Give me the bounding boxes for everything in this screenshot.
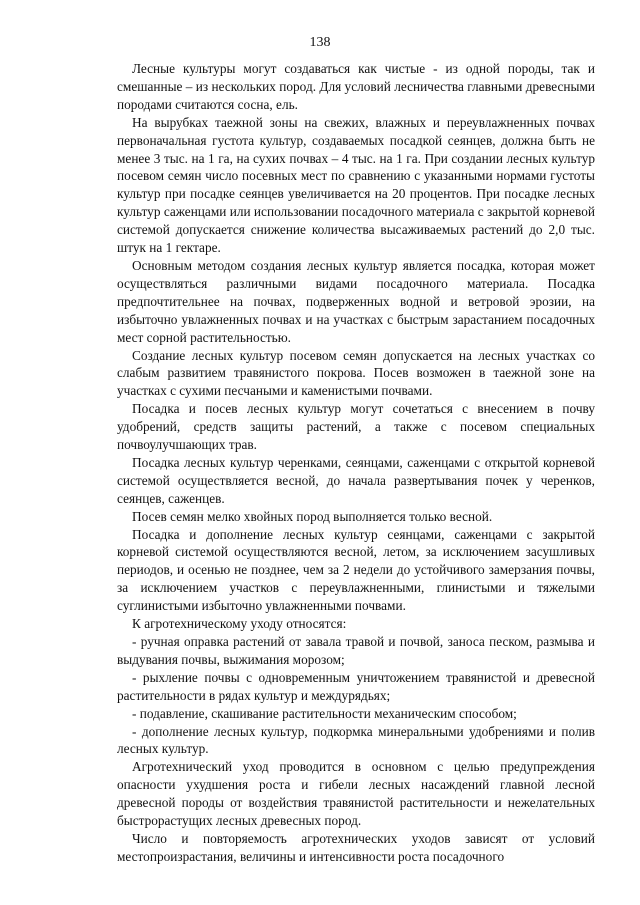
paragraph-sowing: Создание лесных культур посевом семян допускается на лесных участках со слабым развитием травянистого покрова. Посев возможен в таежной зоне на участках с сухими песчаными и каменистыми почвами. [117,347,595,399]
paragraph-planting-method: Основным методом создания лесных культур является посадка, которая может осуществляться различными видами посадочного материала. Посадка предпочтительнее на почвах, подверженных водной и ветровой эрозии, на избыточно увлажненных почвах и на участках с быстрым зарастанием посадочных мест сорной растительностью. [117,257,595,345]
paragraph-fertilizers: Посадка и посев лесных культур могут сочетаться с внесением в почву удобрений, средств защиты растений, а также с посевом специальных почвоулучшающих трав. [117,401,595,453]
paragraph-species: Лесные культуры могут создаваться как чистые - из одной породы, так и смешанные – из нескольких пород. Для условий лесничества главными древесными породами считаются сосна, ель. [117,61,595,112]
paragraph-care-frequency: Число и повторяемость агротехнических уходов зависят от условий местопроизрастания, величины и интенсивности роста посадочного [117,830,595,864]
page-body [117,60,595,866]
paragraph-conifer-seeds: Посев семян мелко хвойных пород выполняется только весной. [132,508,493,524]
paragraph-care-purpose: Агротехнический уход проводится в основном с целью предупреждения опасности ухудшения роста и гибели лесных насаждений главной лесной древесной породы от воздействия травянистой растительности и нежелательных быстрорастущих лесных древесных пород. [117,759,595,829]
list-item: - подавление, скашивание растительности механическим способом; [132,705,517,721]
paragraph-care-intro: К агротехническому уходу относятся: [132,616,347,632]
paragraph-open-roots: Посадка лесных культур черенками, сеянцами, саженцами с открытой корневой системой осуществляется весной, до начала развертывания почек у черенков, сеянцев, саженцев. [117,454,595,506]
list-item: - рыхление почвы с одновременным уничтожением травянистой и древесной растительности в рядах культур и междурядьях; [117,669,595,703]
list-item: - дополнение лесных культур, подкормка минеральными удобрениями и полив лесных культур. [117,723,595,757]
paragraph-closed-roots: Посадка и дополнение лесных культур сеянцами, саженцами с закрытой корневой системой осуществляются весной, летом, за исключением засушливых периодов, и осенью не позднее, чем за 2 недели до устойчивого замерзания почвы, за исключением участков с переувлажненными, глинистыми и тяжелыми суглинистыми избыточно увлажненными почвами. [117,526,595,614]
paragraph-planting-density: На вырубках таежной зоны на свежих, влажных и переувлажненных почвах первоначальная густота культур, создаваемых посадкой сеянцев, должна быть не менее 3 тыс. на 1 га, на сухих почвах – 4 тыс. на 1 га. При создании лесных культур посевом семян число посевных мест по сравнению с указанными нормами густоты культур при посадке сеянцев увеличивается на 20 процентов. При посадке лесных культур саженцами или использовании посадочного материала с закрытой корневой системой допускается снижение количества высаживаемых растений до 2,0 тыс. штук на 1 гектаре. [117,114,595,256]
list-item: - ручная оправка растений от завала травой и почвой, заноса песком, размыва и выдувания почвы, выжимания морозом; [117,634,595,667]
page-number: 138 [309,35,331,50]
